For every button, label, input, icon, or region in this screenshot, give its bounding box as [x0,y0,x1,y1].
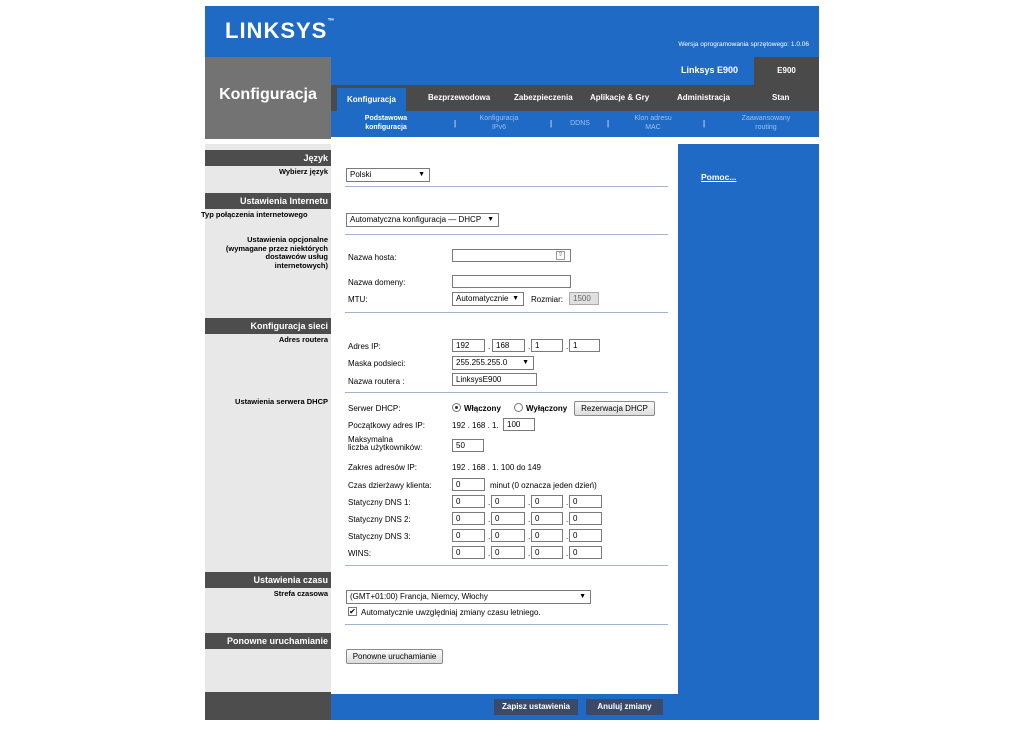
dns1-octet-1[interactable] [452,495,485,508]
dns2-octet-2[interactable] [491,512,525,525]
page-title: Konfiguracja [219,86,317,103]
firmware-version: Wersja oprogramowania sprzętowego: 1.0.06 [678,41,809,48]
dhcp-reservation-button[interactable]: Rezerwacja DHCP [574,401,655,416]
ip-range-label: Zakres adresów IP: [348,463,417,472]
connection-type-select[interactable]: Automatyczna konfiguracja — DHCP ▼ [346,213,499,227]
ip-octet-3[interactable] [531,339,563,352]
size-label: Rozmiar: [531,295,564,304]
subtab-zaawansowany-routing[interactable]: Zaawansowany routing [741,115,791,131]
dns1-octet-4[interactable] [569,495,602,508]
tab-konfiguracja[interactable]: Konfiguracja [337,88,406,111]
start-ip-prefix: 192 . 168 . 1. [452,421,499,430]
section-time-settings: Ustawienia czasu [205,572,331,588]
section-language: Język [205,150,331,166]
top-banner [205,6,819,57]
dns3-octet-4[interactable] [569,529,602,542]
host-name-label: Nazwa hosta: [348,253,397,262]
wins-octet-4[interactable] [569,546,602,559]
ip-dot: . [488,549,491,558]
dns3-octet-3[interactable] [531,529,563,542]
ip-dot: . [528,342,531,351]
separator: | [703,119,706,128]
main-content [331,144,678,694]
timezone-select[interactable]: (GMT+01:00) Francja, Niemcy, Włochy ▼ [346,590,591,604]
dropdown-arrow-icon: ▼ [522,359,529,366]
dns2-octet-4[interactable] [569,512,602,525]
divider [345,392,668,393]
wins-octet-2[interactable] [491,546,525,559]
ip-octet-4[interactable] [569,339,600,352]
wins-octet-3[interactable] [531,546,563,559]
dns1-octet-2[interactable] [491,495,525,508]
dns1-octet-3[interactable] [531,495,563,508]
language-select[interactable]: Polski ▼ [346,168,430,182]
mtu-size-input[interactable] [569,292,599,305]
linksys-logo: LINKSYS™ [225,18,336,43]
left-footer [205,692,331,720]
subtab-podstawowa-konfiguracja[interactable]: Podstawowa konfiguracja [364,115,408,131]
dst-checkbox[interactable]: ✔ [349,607,356,616]
dhcp-server-label: Serwer DHCP: [348,404,401,413]
dns3-label: Statyczny DNS 3: [348,532,411,541]
start-ip-input[interactable] [503,418,535,431]
dns3-octet-1[interactable] [452,529,485,542]
dns3-octet-2[interactable] [491,529,525,542]
subtab-ddns[interactable]: DDNS [570,120,590,127]
dhcp-disabled-label: Wyłączony [526,404,568,413]
dropdown-arrow-icon: ▼ [418,171,425,178]
max-users-input[interactable] [452,439,484,452]
ip-dot: . [566,498,569,507]
lease-time-input[interactable] [452,478,485,491]
dns2-label: Statyczny DNS 2: [348,515,411,524]
ip-dot: . [528,515,531,524]
dns2-octet-3[interactable] [531,512,563,525]
model-badge: E900 [754,57,819,85]
divider [345,186,668,187]
dst-label: Automatycznie uwzględniaj zmiany czasu letniego. [361,608,541,617]
reboot-button[interactable]: Ponowne uruchamianie [346,649,443,664]
divider [345,624,668,625]
help-panel [678,144,819,720]
dropdown-arrow-icon: ▼ [579,593,586,600]
ip-dot: . [488,342,491,351]
lease-time-label: Czas dzierżawy klienta: [348,481,432,490]
ip-dot: . [528,532,531,541]
router-admin-page [201,6,819,720]
main-tabs [331,85,819,111]
start-ip-label: Początkowy adres IP: [348,421,425,430]
autofill-icon: ⇧ [557,252,564,258]
section-reboot: Ponowne uruchamianie [205,633,331,649]
tab-administracja[interactable]: Administracja [677,93,730,102]
tab-aplikacje-gry[interactable]: Aplikacje & Gry [590,93,650,102]
label-timezone: Strefa czasowa [273,589,328,598]
dhcp-enabled-label: Włączony [464,404,501,413]
separator: | [607,119,610,128]
label-optional-settings: Ustawienia opcjonalne (wymagane przez niektórych dostawców usług internetowych) [225,235,328,270]
wins-label: WINS: [348,549,372,558]
ip-dot: . [488,515,491,524]
ip-dot: . [566,532,569,541]
router-name-label: Nazwa routera : [348,377,405,386]
cancel-changes-button[interactable]: Anuluj zmiany [586,699,663,715]
divider [345,565,668,566]
subtab-klon-adresu-mac[interactable]: Klon adresu MAC [634,115,672,131]
dhcp-enabled-radio[interactable] [452,403,461,412]
ip-dot: . [566,549,569,558]
section-internet-settings: Ustawienia Internetu [205,193,331,209]
save-settings-button[interactable]: Zapisz ustawienia [494,699,578,715]
dropdown-arrow-icon: ▼ [487,216,494,223]
ip-dot: . [488,498,491,507]
action-bar [331,694,678,720]
left-sidebar [201,144,331,720]
mtu-label: MTU: [348,295,368,304]
separator: | [454,119,457,128]
label-dhcp-settings: Ustawienia serwera DHCP [235,397,328,406]
tab-bezprzewodowa[interactable]: Bezprzewodowa [428,93,491,102]
wins-octet-1[interactable] [452,546,485,559]
model-name: Linksys E900 [681,65,739,75]
ip-address-label: Adres IP: [348,342,381,351]
separator: | [550,119,553,128]
domain-name-input[interactable] [452,275,571,288]
ip-range-value: 192 . 168 . 1. 100 do 149 [452,463,541,472]
sub-tabs [331,111,819,137]
ip-octet-1[interactable] [452,339,485,352]
host-name-input[interactable] [452,249,571,262]
domain-name-label: Nazwa domeny: [348,278,406,287]
subnet-mask-label: Maska podsieci: [348,359,406,368]
divider [345,312,668,313]
ip-dot: . [566,342,569,351]
subnet-mask-select[interactable]: 255.255.255.0 ▼ [452,356,534,370]
label-router-address: Adres routera [278,335,328,344]
dropdown-arrow-icon: ▼ [512,295,519,302]
ip-dot: . [488,532,491,541]
tab-stan[interactable]: Stan [772,93,790,102]
subtab-konfiguracja-ipv6[interactable]: Konfiguracja IPv6 [479,115,519,131]
page-title-panel [205,57,331,139]
mtu-select[interactable]: Automatycznie ▼ [452,292,524,306]
label-choose-language: Wybierz język [278,167,328,176]
label-connection-type: Typ połączenia internetowego [201,210,308,219]
tab-zabezpieczenia[interactable]: Zabezpieczenia [514,93,573,102]
ip-octet-2[interactable] [492,339,525,352]
dns2-octet-1[interactable] [452,512,485,525]
dhcp-disabled-radio[interactable] [514,403,523,412]
divider [345,234,668,235]
model-bar [331,57,819,85]
help-link[interactable]: Pomoc... [701,172,737,182]
router-name-input[interactable] [452,373,537,386]
ip-dot: . [566,515,569,524]
lease-time-hint: minut (0 oznacza jeden dzień) [490,481,597,490]
section-network-config: Konfiguracja sieci [205,318,331,334]
max-users-label: Maksymalna liczba użytkowników: [348,435,423,452]
ip-dot: . [528,498,531,507]
ip-dot: . [528,549,531,558]
dns1-label: Statyczny DNS 1: [348,498,411,507]
